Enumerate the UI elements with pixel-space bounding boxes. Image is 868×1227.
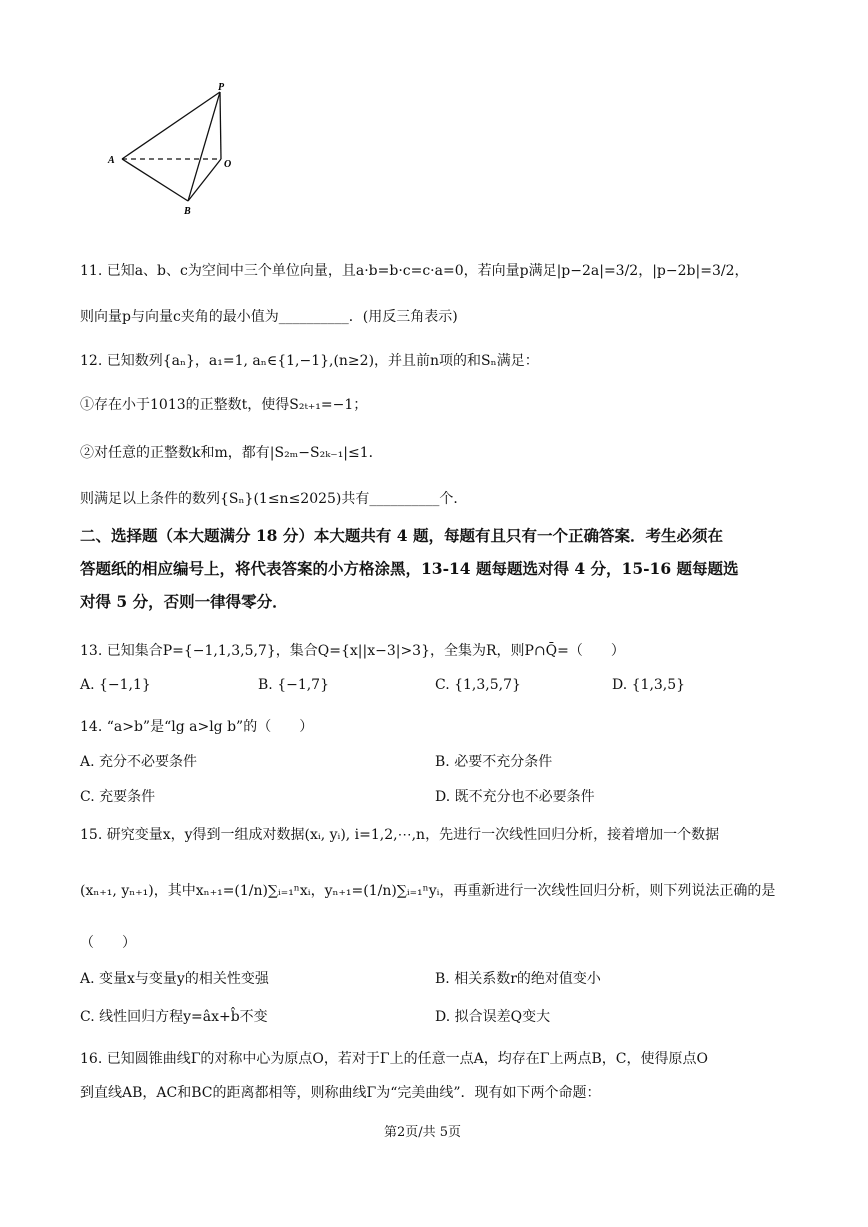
q15-option-b: B. 相关系数r的绝对值变小: [435, 971, 601, 987]
q14-option-c: C. 充要条件: [80, 789, 156, 805]
q13-option-b: B. {−1,7}: [258, 677, 329, 693]
q13-option-d: D. {1,3,5}: [612, 677, 686, 693]
label-o: O: [224, 159, 232, 170]
q15-line1: 15. 研究变量x，y得到一组成对数据(xᵢ, yᵢ), i=1,2,⋯,n，先进行一次线性回归分析，接着增加一个数据: [80, 827, 720, 843]
q14-option-a: A. 充分不必要条件: [80, 754, 198, 770]
q15-option-a: A. 变量x与变量y的相关性变强: [80, 971, 269, 987]
label-p: P: [218, 82, 225, 93]
edge-ab: [122, 159, 188, 201]
q11-line2: 则向量p与向量c夹角的最小值为__________．(用反三角表示): [80, 309, 458, 325]
q13-option-c: C. {1,3,5,7}: [435, 677, 521, 693]
q14-stem: 14. “a>b”是“lg a>lg b”的（ ）: [80, 719, 314, 735]
q15-line2: (xₙ₊₁, yₙ₊₁)，其中xₙ₊₁=(1/n)∑ᵢ₌₁ⁿxᵢ，yₙ₊₁=(1/n)∑ᵢ₌₁ⁿyᵢ，再重新进行一次线性回归分析，则下列说法正确的是: [80, 883, 776, 899]
q13-option-a: A. {−1,1}: [80, 677, 151, 693]
section2-line1: 二、选择题（本大题满分 18 分）本大题共有 4 题，每题有且只有一个正确答案．考生必须在: [80, 526, 723, 545]
q16-line1: 16. 已知圆锥曲线Γ的对称中心为原点O，若对于Γ上的任意一点A，均存在Γ上两点B，C，使得原点O: [80, 1051, 708, 1067]
q15-line3: （ ）: [80, 935, 136, 951]
section2-line3: 对得 5 分，否则一律得零分．: [80, 592, 288, 611]
page-footer: 第2页/共 5页: [384, 1125, 462, 1140]
q12-cond2: ②对任意的正整数k和m，都有|S₂ₘ−S₂ₖ₋₁|≤1．: [80, 445, 383, 461]
label-a: A: [108, 155, 115, 166]
q11-line1: 11. 已知a、b、c为空间中三个单位向量，且a·b=b·c=c·a=0，若向量p满足|p−2a|=3/2，|p−2b|=3/2，: [80, 263, 749, 279]
q13-stem: 13. 已知集合P={−1,1,3,5,7}，集合Q={x||x−3|>3}，全集为R，则P∩Q̄=（ ）: [80, 643, 625, 659]
section2-line2: 答题纸的相应编号上，将代表答案的小方格涂黑，13-14 题每题选对得 4 分，15-16 题每题选: [80, 559, 739, 578]
q12-line1: 12. 已知数列{aₙ}，a₁=1, aₙ∈{1,−1},(n≥2)，并且前n项的和Sₙ满足：: [80, 353, 539, 369]
edge-bo: [188, 159, 221, 201]
q14-option-b: B. 必要不充分条件: [435, 754, 553, 770]
edge-po: [220, 92, 221, 159]
edge-pb: [188, 92, 220, 201]
q12-line4: 则满足以上条件的数列{Sₙ}(1≤n≤2025)共有__________个．: [80, 491, 468, 507]
q14-option-d: D. 既不充分也不必要条件: [435, 789, 595, 805]
q12-cond1: ①存在小于1013的正整数t，使得S₂ₜ₊₁=−1；: [80, 397, 368, 413]
q16-line2: 到直线AB，AC和BC的距离都相等，则称曲线Γ为“完美曲线”．现有如下两个命题：: [80, 1085, 601, 1101]
tetrahedron-figure: [100, 80, 250, 220]
label-b: B: [184, 206, 191, 217]
q15-option-c: C. 线性回归方程y=âx+b̂不变: [80, 1009, 268, 1025]
q15-option-d: D. 拟合误差Q变大: [435, 1009, 551, 1025]
edge-pa: [122, 92, 220, 159]
